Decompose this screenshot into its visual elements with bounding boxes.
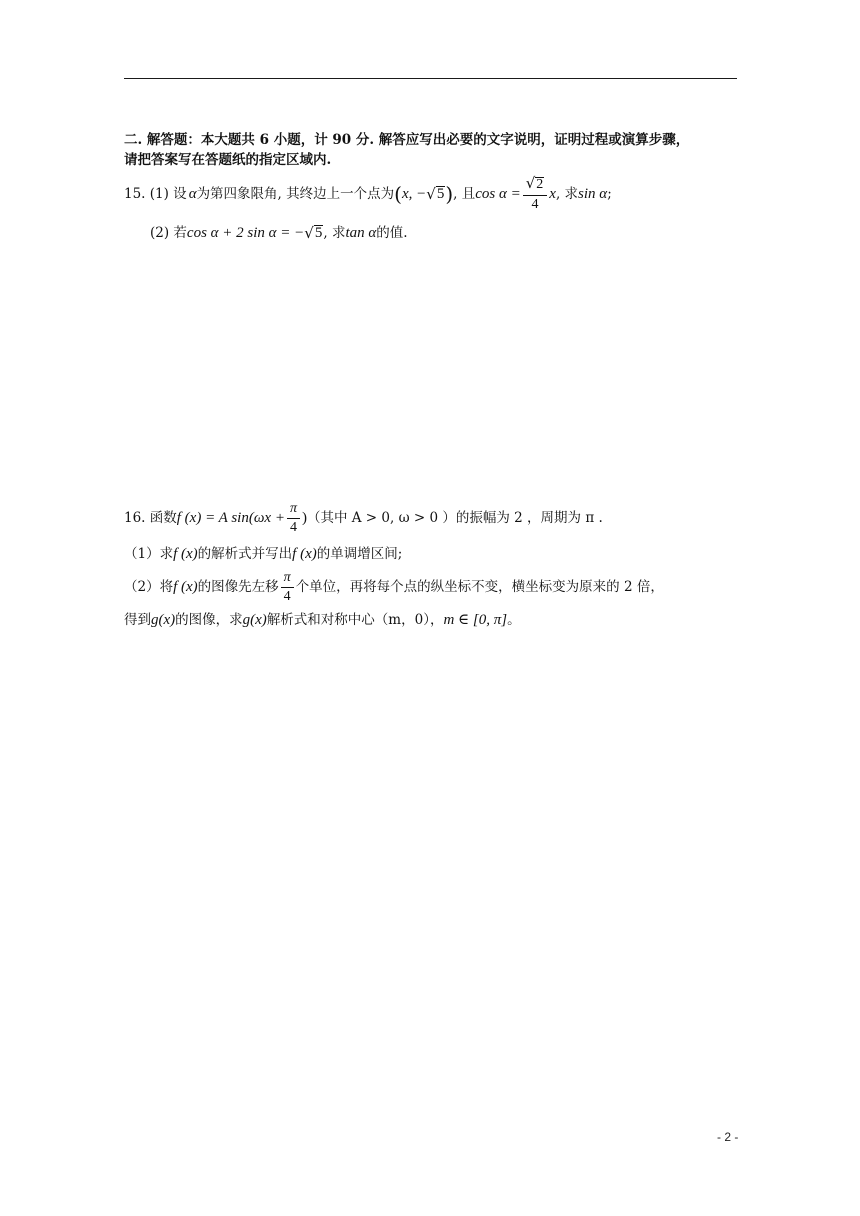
q16-frac-den: 4: [289, 519, 297, 535]
q16-part2-line2-b: 的图像，求: [175, 612, 243, 628]
q15-paren-open: (: [394, 182, 402, 206]
q15-part1-text-b: , 且: [453, 186, 476, 202]
q15-part2-prefix: (2) 若: [150, 225, 187, 241]
q16-func-close: ): [301, 510, 307, 526]
q16-fx3: f (x): [173, 579, 198, 595]
q15-paren-close: ): [445, 182, 454, 206]
q15-part2-end: 的值.: [376, 225, 408, 241]
q16-condition: （其中 A > 0, ω > 0 ）的振幅为 2 ，周期为 π .: [306, 510, 603, 526]
q15-part1-end: ;: [607, 186, 612, 202]
q16-shift-den: 4: [283, 588, 291, 604]
q16-interval: m ∈ [0, π]: [443, 612, 508, 628]
q15-frac-num: 2: [536, 177, 544, 193]
sqrt-icon: √: [426, 185, 436, 203]
q16-gx1: g(x): [151, 612, 176, 628]
page-number: - 2 -: [717, 1130, 739, 1144]
q16-fraction: [287, 502, 300, 535]
q16-shift-fraction: [281, 571, 294, 604]
sqrt-icon: √: [525, 174, 536, 193]
q16-part2-line2-c: 解析式和对称中心（m，0），: [266, 612, 444, 628]
q15-part1-prefix: 15. (1) 设: [124, 186, 187, 202]
q16-fx2: f (x): [292, 546, 317, 562]
q15-part2-text: , 求: [323, 225, 346, 241]
q16-part1: [124, 543, 402, 565]
q16-prefix: 16. 函数: [124, 510, 177, 526]
q15-frac-den: 4: [531, 196, 539, 212]
section-heading-line1: 二. 解答题：本大题共 6 小题，计 90 分. 解答应写出必要的文字说明，证明过程或演算步骤，: [124, 132, 690, 148]
q16-part2-a: （2）将: [124, 579, 174, 595]
q16-shift-num: π: [281, 571, 294, 588]
q16-part1-c: 的单调增区间;: [316, 546, 403, 562]
q15-sin-alpha: sin α: [578, 186, 608, 202]
q16-part2-line2: [124, 609, 521, 631]
q15-fraction-numerator: [523, 176, 548, 196]
q15-after-frac: x: [549, 186, 556, 202]
q16-func-expr: f (x) = A sin(ωx +: [176, 510, 285, 526]
section-heading-line2: 请把答案写在答题纸的指定区域内.: [124, 152, 332, 168]
q16-part1-b: 的解析式并写出: [197, 546, 293, 562]
q16-part2-c: 个单位，再将每个点的纵坐标不变，横坐标变为原来的 2 倍，: [295, 579, 664, 595]
q15-part1-text-a: 为第四象限角, 其终边上一个点为: [196, 186, 395, 202]
q16-frac-num: π: [287, 502, 300, 519]
header-rule: [124, 78, 737, 79]
q16-fx1: f (x): [173, 546, 198, 562]
q16-part2-line2-end: 。: [507, 612, 521, 628]
q16-part2-line2-a: 得到: [124, 612, 151, 628]
q15-cos-alpha-eq: cos α =: [475, 186, 521, 202]
q15-part2: [150, 222, 408, 244]
q15-tan-alpha: tan α: [345, 225, 377, 241]
sqrt-icon: √: [304, 224, 314, 242]
q15-alpha: α: [188, 186, 197, 202]
q15-fraction: [523, 176, 548, 212]
q16-part2-b: 的图像先左移: [197, 579, 279, 595]
q16-statement: [124, 498, 603, 538]
q15-point-x: x, −: [401, 186, 427, 202]
q15-sqrt-radicand: 5: [436, 185, 445, 202]
q16-part1-a: （1）求: [124, 546, 174, 562]
q15-part1-text-c: , 求: [555, 186, 579, 202]
q15-part1: [124, 172, 612, 216]
q15-part2-radicand: 5: [314, 224, 323, 241]
q16-gx2: g(x): [242, 612, 267, 628]
q16-part2-line1: [124, 567, 664, 607]
q15-part2-expr: cos α + 2 sin α = −: [186, 225, 305, 241]
